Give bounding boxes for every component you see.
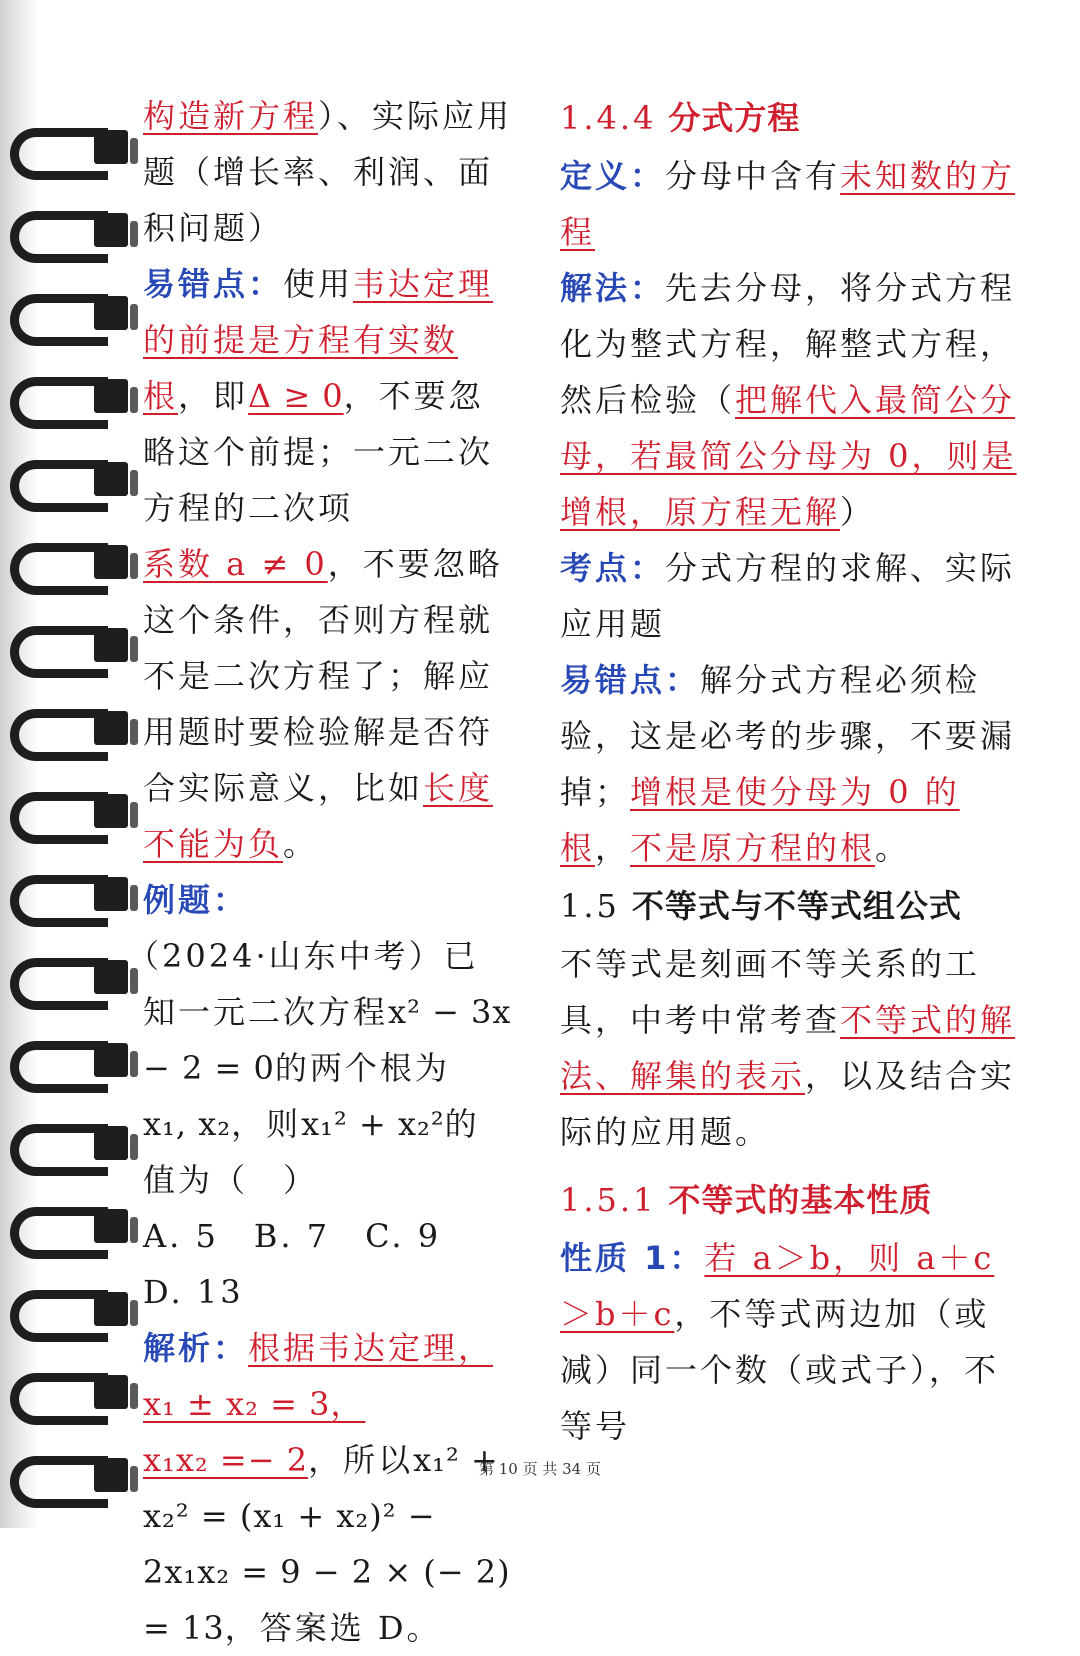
underline-length-not-negative: 长度不能为负 xyxy=(143,769,494,863)
pitfall-text-4: ，不要忽略这个条件，否则方程就不是二次方程了；解应用题时要检验解是否符合实际意义，比如 xyxy=(143,545,503,807)
right-paragraph-exam-points xyxy=(560,540,1020,652)
underline-solution-methods: 不等式的解法、解集的表示 xyxy=(560,1001,1016,1095)
exam-points-text: 分式方程的求解、实际应用题 xyxy=(560,549,1016,643)
application-text: ）、实际应用题（增长率、利润、面积问题） xyxy=(143,97,513,247)
option-b: B. 7 xyxy=(253,1217,331,1255)
example-text-4: 的值为 xyxy=(143,1105,480,1199)
underline-extraneous-root-check: 把解代入最简公分母，若最简公分母为 0，则是增根，原方程无解 xyxy=(560,381,1017,531)
spiral-ring xyxy=(10,709,135,769)
spiral-ring xyxy=(10,294,135,354)
example-source: （2024·山东中考） xyxy=(143,937,444,975)
section-title-inequalities: 不等式与不等式组公式 xyxy=(631,887,962,925)
underline-coefficient: 系数 a ≠ 0 xyxy=(143,545,328,583)
solution-text-1: ，所以 xyxy=(308,1441,414,1479)
spiral-ring xyxy=(10,211,135,271)
left-column xyxy=(143,88,513,1656)
pitfall-right-text-1: 解分式方程必须检验，这是必考的步骤，不要漏掉； xyxy=(560,661,1016,811)
pitfall-text-5: 。 xyxy=(283,825,319,863)
section-number-inequalities: 1.5 xyxy=(560,887,620,925)
solution-text-2: ，答案选 D。 xyxy=(224,1609,442,1647)
pitfall-label: 易错点： xyxy=(143,265,284,303)
underline-vieta-premise: 韦达定理的前提是方程有实数根 xyxy=(143,265,494,415)
intro-text-2: ，以及结合实际的应用题。 xyxy=(560,1057,1016,1151)
right-paragraph-property-1 xyxy=(560,1230,1020,1454)
spiral-ring xyxy=(10,460,135,520)
solution-label: 解析： xyxy=(143,1329,249,1367)
underline-root-product: x₁x₂ =− 2 xyxy=(143,1441,309,1479)
page-footer: 第 10 页 共 34 页 xyxy=(478,1460,601,1478)
method-text-1: 先去分母，将分式方程化为整式方程，解整式方程，然后检验（ xyxy=(560,269,1016,419)
pitfall-text-3: ，不要忽略这个前提；一元二次方程的二次项 xyxy=(143,377,494,527)
section-number-properties: 1.5.1 xyxy=(560,1181,657,1219)
spiral-ring xyxy=(10,626,135,686)
underline-discriminant: Δ ≥ 0 xyxy=(248,377,344,415)
property-label: 性质 1： xyxy=(560,1239,705,1277)
spiral-ring xyxy=(10,1207,135,1267)
right-column xyxy=(560,88,1020,1454)
pitfall-right-text-3: 。 xyxy=(875,829,911,867)
solution-separator: ， xyxy=(330,1385,366,1423)
spiral-ring xyxy=(10,958,135,1018)
pitfall-label-right: 易错点： xyxy=(560,661,701,699)
spiral-ring xyxy=(10,1041,135,1101)
solution-calculation: x₁² + x₂² = (x₁ + x₂)² − 2x₁x₂ = 9 − 2 × (− 2) = 13 xyxy=(143,1441,511,1647)
example-equation: x² − 3x − 2 = 0 xyxy=(143,993,512,1087)
underline-extraneous-root: 增根是使分母为 0 的根 xyxy=(560,773,960,867)
underline-property-1: 若 a＞b，则 a＋c＞b＋c xyxy=(560,1239,995,1333)
exam-points-label: 考点： xyxy=(560,549,666,587)
left-paragraph-pitfalls xyxy=(143,256,513,872)
pitfall-text-2: ，即 xyxy=(178,377,249,415)
property-text: ，不等式两边加（或减）同一个数（或式子），不等号 xyxy=(560,1295,1000,1445)
section-title-properties: 不等式的基本性质 xyxy=(668,1181,933,1219)
option-d: D. 13 xyxy=(143,1273,244,1311)
option-c: C. 9 xyxy=(365,1217,442,1255)
left-paragraph-example xyxy=(143,872,513,1208)
pitfall-text-1: 使用 xyxy=(283,265,354,303)
heading-fractional-equation xyxy=(560,88,1020,148)
spiral-ring xyxy=(10,377,135,437)
heading-inequalities xyxy=(560,876,1020,936)
example-text-2: 的两个根为 xyxy=(274,1049,450,1087)
pitfall-right-text-2: ， xyxy=(595,829,631,867)
section-number: 1.4.4 xyxy=(560,99,657,137)
spiral-ring xyxy=(10,1290,135,1350)
definition-label: 定义： xyxy=(560,157,666,195)
example-options xyxy=(143,1208,513,1320)
example-text-3: ，则 xyxy=(231,1105,302,1143)
example-blank: （ ） xyxy=(213,1161,319,1199)
definition-text: 分母中含有 xyxy=(665,157,841,195)
heading-basic-properties xyxy=(560,1170,1020,1230)
right-paragraph-pitfalls xyxy=(560,652,1020,876)
underline-not-original-root: 不是原方程的根 xyxy=(630,829,876,867)
right-paragraph-inequality-intro xyxy=(560,936,1020,1160)
underline-unknown-equation: 未知数的方程 xyxy=(560,157,1016,251)
left-paragraph-application xyxy=(143,88,513,256)
spiral-ring xyxy=(10,543,135,603)
underline-new-equation: 构造新方程 xyxy=(143,97,319,135)
right-paragraph-definition xyxy=(560,148,1020,260)
example-expression: x₁² + x₂² xyxy=(301,1105,445,1143)
section-title: 分式方程 xyxy=(668,99,801,137)
left-paragraph-solution xyxy=(143,1320,513,1656)
spiral-ring xyxy=(10,1124,135,1184)
spiral-ring xyxy=(10,1373,135,1433)
spiral-ring xyxy=(10,792,135,852)
option-a: A. 5 xyxy=(143,1217,219,1255)
underline-by-vieta: 根据韦达定理， xyxy=(248,1329,494,1367)
right-paragraph-method xyxy=(560,260,1020,540)
example-text-1: 已知一元二次方程 xyxy=(143,937,479,1031)
intro-text-1: 不等式是刻画不等关系的工具，中考中常考查 xyxy=(560,945,981,1039)
example-label: 例题： xyxy=(143,881,249,919)
example-roots: x₁, x₂ xyxy=(143,1105,232,1143)
method-text-2: ） xyxy=(840,493,876,531)
spiral-ring xyxy=(10,128,135,188)
spiral-ring xyxy=(10,875,135,935)
method-label: 解法： xyxy=(560,269,666,307)
underline-root-sum: x₁ ± x₂ = 3 xyxy=(143,1385,331,1423)
spiral-binding xyxy=(0,0,140,1528)
